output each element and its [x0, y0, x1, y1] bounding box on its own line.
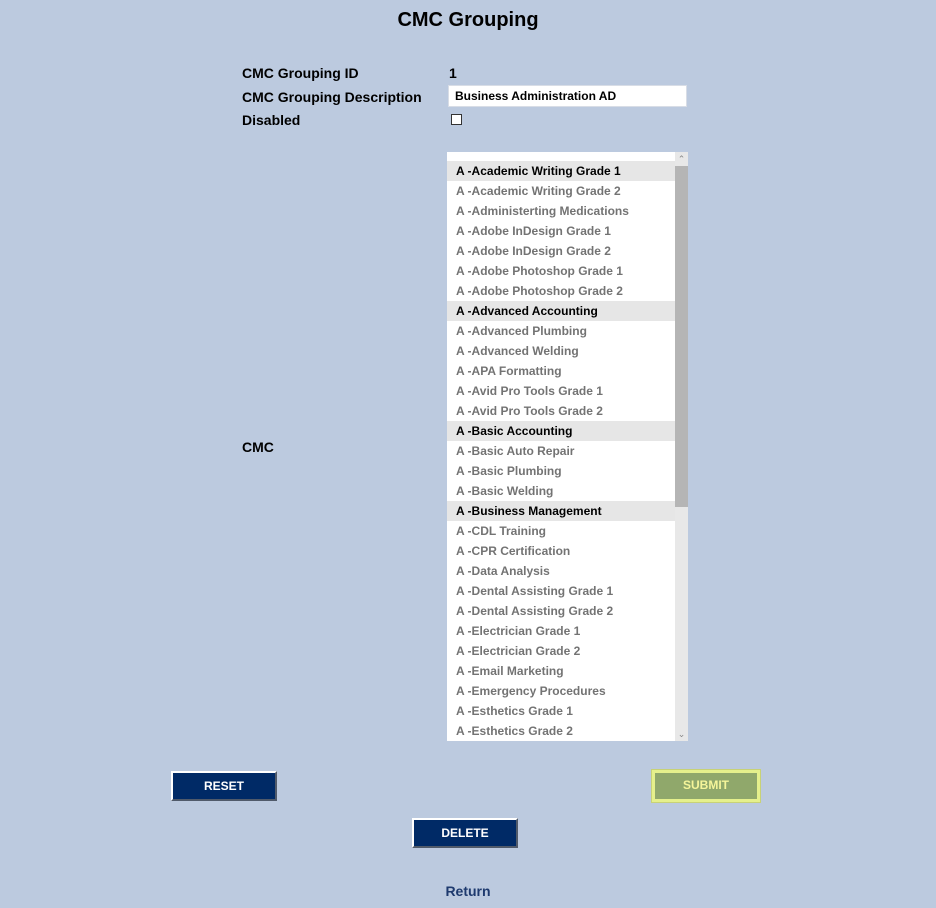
cmc-option[interactable]: A -Avid Pro Tools Grade 1 — [456, 384, 603, 398]
cmc-option[interactable]: A -APA Formatting — [456, 364, 562, 378]
cmc-option[interactable]: A -Esthetics Grade 1 — [456, 704, 573, 718]
scrollbar-thumb[interactable] — [675, 166, 688, 507]
cmc-option[interactable]: A -Adobe InDesign Grade 1 — [456, 224, 611, 238]
cmc-option[interactable]: A -Advanced Welding — [456, 344, 579, 358]
cmc-option[interactable]: A -Academic Writing Grade 2 — [456, 184, 621, 198]
cmc-option[interactable]: A -Academic Writing Grade 1 — [447, 161, 675, 181]
delete-button[interactable]: DELETE — [412, 818, 518, 848]
cmc-option[interactable]: A -Dental Assisting Grade 2 — [456, 604, 614, 618]
cmc-options — [447, 161, 675, 741]
page-title: CMC Grouping — [397, 9, 539, 31]
cmc-label: CMC — [242, 439, 274, 455]
cmc-option[interactable]: A -CDL Training — [456, 524, 546, 538]
cmc-option[interactable]: A -Electrician Grade 2 — [456, 644, 581, 658]
cmc-option[interactable]: A -Basic Plumbing — [456, 464, 562, 478]
cmc-option[interactable]: A -Email Marketing — [456, 664, 564, 678]
reset-button[interactable]: RESET — [171, 771, 277, 801]
cmc-option[interactable]: A -Esthetics Grade 2 — [456, 724, 573, 738]
return-link[interactable]: Return — [445, 883, 491, 899]
scroll-up-arrow-icon[interactable]: ⌃ — [677, 154, 686, 164]
disabled-label: Disabled — [242, 112, 301, 128]
cmc-option[interactable]: A -Advanced Accounting — [447, 301, 675, 321]
cmc-option[interactable]: A -Electrician Grade 1 — [456, 624, 581, 638]
submit-button[interactable]: SUBMIT — [652, 770, 760, 802]
grouping-description-input[interactable] — [448, 85, 687, 107]
grouping-id-value: 1 — [449, 65, 457, 81]
grouping-description-label: CMC Grouping Description — [242, 89, 422, 105]
cmc-option[interactable]: A -Emergency Procedures — [456, 684, 606, 698]
cmc-multiselect-list[interactable] — [447, 152, 688, 741]
grouping-id-label: CMC Grouping ID — [242, 65, 359, 81]
disabled-checkbox[interactable] — [451, 114, 462, 125]
scroll-down-arrow-icon[interactable]: ⌄ — [677, 729, 686, 739]
cmc-option[interactable]: A -Basic Welding — [456, 484, 554, 498]
cmc-option[interactable]: A -CPR Certification — [456, 544, 571, 558]
cmc-option[interactable]: A -Avid Pro Tools Grade 2 — [456, 404, 603, 418]
cmc-option[interactable]: A -Adobe Photoshop Grade 1 — [456, 264, 623, 278]
cmc-option[interactable]: A -Data Analysis — [456, 564, 550, 578]
list-scrollbar[interactable] — [675, 152, 688, 741]
cmc-option[interactable]: A -Adobe InDesign Grade 2 — [456, 244, 611, 258]
cmc-option[interactable]: A -Dental Assisting Grade 1 — [456, 584, 614, 598]
cmc-option[interactable]: A -Administerting Medications — [456, 204, 629, 218]
cmc-option[interactable]: A -Advanced Plumbing — [456, 324, 587, 338]
cmc-option[interactable]: A -Basic Auto Repair — [456, 444, 575, 458]
cmc-option[interactable]: A -Business Management — [447, 501, 675, 521]
cmc-option[interactable]: A -Adobe Photoshop Grade 2 — [456, 284, 623, 298]
cmc-option[interactable]: A -Basic Accounting — [447, 421, 675, 441]
